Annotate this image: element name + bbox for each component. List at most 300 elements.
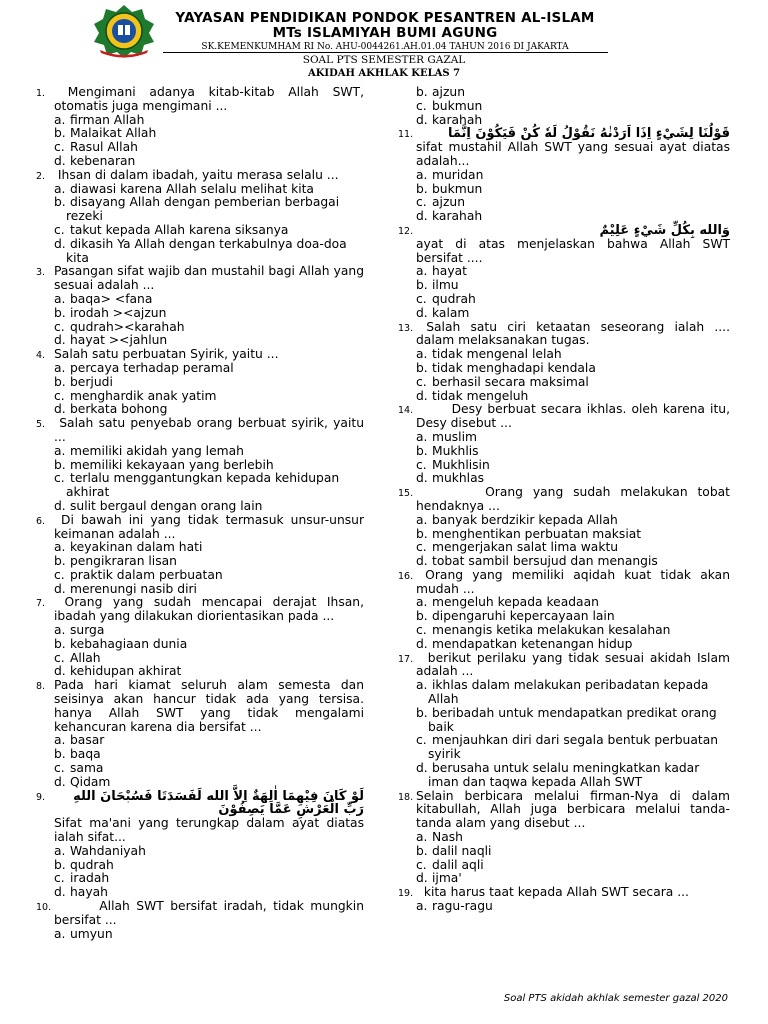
option-text: hayah [70,885,108,900]
question-text [36,416,368,445]
answer-option [54,127,364,141]
option-letter: a. [54,112,66,127]
answer-option [416,196,730,210]
answer-option [54,928,364,942]
option-letter: b. [54,126,66,141]
option-text: berkata bohong [70,402,168,417]
question-text [36,348,364,362]
answer-options [416,514,730,569]
registration-text: SK.KEMENKUMHAM RI No. AHU-0044261.AH.01.04 TAHUN 2016 DI JAKARTA [201,42,569,52]
option-text: berjudi [70,374,113,389]
option-letter: d. [416,471,428,486]
answer-options [416,265,730,320]
question-item [398,222,734,321]
answer-option [54,445,364,459]
question-item [398,402,734,486]
option-text: keyakinan dalam hati [70,540,203,555]
option-letter: b. [54,747,66,762]
option-letter: c. [54,650,65,665]
option-letter: d. [416,112,428,127]
answer-option [416,348,730,362]
answer-option [54,390,364,404]
exam-title: SOAL PTS SEMESTER GAZAL [302,54,466,66]
option-text: menangis ketika melakukan kesalahan [432,623,671,638]
question-item [36,85,368,169]
option-letter: a. [54,733,66,748]
option-letter: b. [416,278,428,293]
option-letter: b. [54,374,66,389]
option-text: ajzun [432,195,465,210]
question-text [398,402,734,431]
option-letter: a. [54,540,66,555]
option-letter: b. [416,360,428,375]
answer-option [416,831,730,845]
question-number: 8. [36,681,46,693]
answer-option [416,459,730,473]
question-item [36,899,368,941]
option-text: bukmun [432,98,483,113]
option-letter: c. [54,471,65,486]
option-text: muslim [432,429,477,444]
answer-options [54,624,364,679]
question-text [36,816,368,845]
option-text: memiliki akidah yang lemah [70,443,244,458]
school-logo [92,4,156,58]
option-text: pengikraran lisan [70,554,177,569]
option-letter: a. [416,167,428,182]
option-text: sulit bergaul dengan orang lain [70,498,263,513]
question-text [398,567,734,597]
option-text: tidak menghadapi kendala [432,360,596,375]
question-item [398,86,730,127]
question-number: 11. [398,129,414,141]
answer-option [416,514,730,528]
option-letter: c. [416,540,427,555]
option-text: Allah [70,650,101,665]
answer-option [54,293,364,307]
option-text: ijma' [432,871,462,886]
option-text: mengerjakan salat lima waktu [432,540,619,555]
option-letter: d. [416,209,428,224]
answer-option [54,652,364,666]
option-text: berusaha untuk selalu meningkatkan kadar iman dan taqwa kepada Allah SWT [428,761,700,789]
question-prompt: sifat mustahil Allah SWT yang sesuai ayat diatas adalah... [416,140,734,168]
option-letter: d. [54,498,66,513]
answer-option [54,141,364,155]
answer-option [416,845,730,859]
question-item [36,512,368,597]
school-name: MTs ISLAMIYAH BUMI AGUNG [272,25,498,41]
answer-option [416,307,730,321]
option-letter: c. [54,319,65,334]
answer-option [416,265,730,279]
answer-option [416,100,730,114]
option-text: takut kepada Allah karena siksanya [70,222,289,237]
answer-option [416,859,730,873]
option-letter: d. [416,554,428,569]
answer-options [54,845,364,900]
answer-options [416,831,730,886]
option-text: Mukhlisin [432,457,490,472]
answer-option [416,555,730,569]
answer-option [54,307,364,321]
option-text: menjauhkan diri dari segala bentuk perbuatan syirik [428,733,719,762]
question-prompt: Salah satu ciri ketaatan seseorang ialah .... dalam melaksanakan tugas. [416,319,738,348]
question-item [36,678,368,789]
option-letter: c. [54,140,65,155]
option-letter: a. [54,843,66,858]
option-text: sama [70,761,104,776]
left-column [36,85,368,941]
answer-option [416,638,730,652]
answer-options [416,348,730,403]
option-text: umyun [70,926,113,941]
option-text: kalam [432,305,470,320]
question-number: 1. [36,88,46,99]
option-letter: c. [416,374,427,389]
option-letter: a. [416,595,428,610]
question-item [36,264,368,348]
answer-option [416,596,730,610]
letterhead [0,0,768,82]
option-text: tobat sambil bersujud dan menangis [432,554,658,569]
answer-option [416,210,730,224]
option-letter: d. [54,774,66,789]
question-text [398,319,738,349]
answer-option [416,183,730,197]
question-verse [36,790,364,818]
option-text: qudrah [432,291,476,306]
question-item [398,485,734,569]
option-text: menghentikan perbuatan maksiat [432,526,642,541]
option-text: berhasil secara maksimal [432,374,589,389]
answer-option [416,610,730,624]
option-text: bukmun [432,181,483,196]
question-prompt: Salah satu perbuatan Syirik, yaitu ... [54,347,279,362]
answer-options [416,431,730,486]
answer-options [416,596,730,651]
option-letter: d. [54,664,66,679]
option-letter: c. [54,871,65,886]
arabic-verse: وَالله بِكُلِّ شَيْءٍ عَلِيْمٌ [599,222,730,238]
answer-options [54,928,364,942]
option-text: karahah [432,112,483,127]
question-item [36,416,368,514]
question-prompt: Sifat ma'ani yang terungkap dalam ayat diatas ialah sifat... [54,816,368,845]
answer-option [54,872,364,886]
option-letter: d. [416,305,428,320]
question-prompt: berikut perilaku yang tidak sesuai akidah Islam adalah ... [416,650,734,679]
answer-option [54,224,364,238]
question-number: 9. [36,791,46,803]
option-letter: c. [54,567,65,582]
question-prompt: Orang yang sudah mencapai derajat Ihsan, ibadah yang dilakukan diorientasikan pada ... [54,595,368,624]
option-letter: b. [54,636,66,651]
question-number: 4. [36,350,46,362]
answer-option [416,279,730,293]
question-item [36,169,364,266]
option-letter: c. [416,457,427,472]
answer-option [54,403,364,417]
option-text: dikasih Ya Allah dengan terkabulnya doa-doa kita [66,236,347,265]
option-text: tidak mengeluh [432,388,529,403]
question-number: 18. [398,791,414,803]
option-letter: b. [416,443,428,458]
answer-option [416,390,730,404]
question-text [36,169,364,183]
option-letter: b. [416,609,428,624]
option-letter: b. [54,457,66,472]
option-text: disayang Allah dengan pemberian berbagai rezeki [66,195,340,224]
question-prompt: Desy berbuat secara ikhlas. oleh karena itu, Desy disebut ... [416,402,734,431]
right-column [398,85,738,914]
option-text: ragu-ragu [432,899,493,914]
option-text: iradah [70,871,110,886]
option-text: qudrah><karahah [70,319,185,334]
option-letter: c. [54,761,65,776]
option-letter: d. [416,871,428,886]
option-letter: d. [416,636,428,651]
option-text: kebenaran [70,153,136,168]
question-number: 15. [398,488,414,500]
option-text: percaya terhadap peramal [70,360,234,375]
question-verse [398,127,730,141]
option-letter: c. [416,623,427,638]
question-prompt: kita harus taat kepada Allah SWT secara ... [416,885,689,900]
option-letter: c. [416,857,427,872]
question-item [398,886,730,914]
option-text: dipengaruhi kepercayaan lain [432,609,615,624]
answer-option [54,734,364,748]
option-text: irodah ><ajzun [70,305,167,320]
answer-option [416,541,730,555]
header-divider [163,52,608,53]
option-letter: a. [54,443,66,458]
answer-option [54,859,364,873]
answer-option [54,624,364,638]
question-item [36,348,364,417]
option-letter: a. [416,347,428,362]
option-letter: a. [54,623,66,638]
answer-options [54,114,364,169]
option-letter: d. [54,581,66,596]
answer-option [416,707,730,735]
arabic-verse: لَوْ كَانَ فِيْهِمَا اٰلِهَةٌ اِلاَّ الله لَفَسَدَتَا فَسُبْحَانَ اللهِ رَبِّ الْعَرْشِ عَمَّا يَصِفُوْنَ [73,788,364,818]
option-letter: a. [416,264,428,279]
question-number: 14. [398,405,414,417]
question-prompt: Orang yang sudah melakukan tobat hendaknya ... [416,485,734,513]
question-prompt: Orang yang memiliki aqidah kuat tidak akan mudah ... [416,567,734,596]
option-letter: a. [416,429,428,444]
question-text [398,140,734,169]
answer-option [54,665,364,679]
option-text: diawasi karena Allah selalu melihat kita [70,181,314,196]
option-letter: a. [54,291,66,306]
question-prompt: Allah SWT bersifat iradah, tidak mungkin bersifat ... [54,899,368,927]
option-text: tidak mengenal lelah [432,347,562,362]
option-text: mukhlas [432,471,485,486]
question-text [398,886,730,900]
option-text: Rasul Allah [70,140,138,155]
option-text: memiliki kekayaan yang berlebih [70,457,274,472]
option-letter: b. [416,705,428,720]
option-text: dalil naqli [432,843,492,858]
answer-options [416,900,730,914]
answer-option [54,845,364,859]
option-letter: a. [416,899,428,914]
answer-option [416,734,730,762]
option-letter: d. [54,333,66,348]
answer-option [54,362,364,376]
answer-option [54,183,364,197]
question-text [398,485,734,514]
answer-options [54,734,364,789]
question-text [36,264,368,293]
answer-option [54,776,364,790]
question-text [36,85,368,114]
option-text: ajzun [432,85,465,99]
question-item [36,788,368,900]
question-prompt: Mengimani adanya kitab-kitab Allah SWT, otomatis juga mengimani ... [54,85,368,113]
option-letter: d. [416,388,428,403]
answer-option [416,86,730,100]
question-item [398,319,738,404]
answer-option [54,321,364,335]
option-text: praktik dalam perbuatan [70,567,223,582]
option-letter: c. [416,291,427,306]
option-text: baqa> <fana [70,291,153,306]
option-letter: b. [54,195,66,210]
option-text: baqa [70,747,101,762]
answer-option [54,155,364,169]
option-letter: d. [54,402,66,417]
option-text: terlalu menggantungkan kepada kehidupan akhirat [66,471,340,500]
option-letter: d. [416,761,428,776]
answer-option [416,293,730,307]
option-letter: b. [416,843,428,858]
option-text: dalil aqli [432,857,484,872]
option-letter: c. [416,195,427,210]
answer-options [54,183,364,266]
answer-option [54,555,364,569]
answer-option [54,114,364,128]
option-letter: c. [416,733,427,748]
option-letter: b. [416,85,428,99]
answer-option [54,541,364,555]
option-text: Mukhlis [432,443,479,458]
question-verse [398,224,730,238]
answer-options [54,293,364,348]
option-letter: a. [54,360,66,375]
option-text: Malaikat Allah [70,126,157,141]
question-number: 16. [398,570,414,582]
option-letter: d. [54,236,66,251]
question-text [398,650,734,680]
option-letter: a. [416,830,428,845]
answer-option [416,362,730,376]
answer-option [54,472,364,500]
answer-option [54,500,364,514]
question-number: 2. [36,170,46,182]
option-text: merenungi nasib diri [70,581,197,596]
answer-options [416,169,730,224]
answer-options [416,86,730,127]
option-letter: b. [416,181,428,196]
question-prompt: Salah satu penyebab orang berbuat syirik, yaitu ... [54,416,368,444]
option-text: Wahdaniyah [70,843,146,858]
answer-option [416,624,730,638]
answer-option [416,679,730,707]
option-letter: b. [416,526,428,541]
answer-option [54,238,364,266]
answer-option [54,334,364,348]
option-text: firman Allah [70,112,145,127]
question-text [36,512,368,542]
question-text [398,236,734,266]
option-text: mengeluh kepada keadaan [432,595,599,610]
question-item [36,595,368,679]
answer-option [54,886,364,900]
question-number: 3. [36,267,46,279]
subject-title: AKIDAH AKHLAK KELAS 7 [307,68,461,79]
answer-option [416,900,730,914]
option-text: Nash [432,830,463,845]
answer-option [54,638,364,652]
option-letter: b. [54,305,66,320]
question-prompt: Di bawah ini yang tidak termasuk unsur-unsur keimanan adalah ... [54,512,368,541]
question-prompt: Pada hari kiamat seluruh alam semesta dan seisinya akan hancur tidak ada yang tersisa. hanya Allah SWT yang tidak mengalami kehancuran karena dia bersifat ... [54,678,368,734]
option-text: kebahagiaan dunia [70,636,188,651]
option-letter: c. [416,98,427,113]
option-letter: a. [416,512,428,527]
footer-note: Soal PTS akidah akhlak semester gazal 2020 [503,993,728,1004]
answer-options [54,362,364,417]
answer-option [416,376,730,390]
option-text: mendapatkan ketenangan hidup [432,636,633,651]
question-item [398,650,734,790]
option-letter: c. [54,222,65,237]
option-letter: c. [54,388,65,403]
question-prompt: ayat di atas menjelaskan bahwa Allah SWT bersifat .... [416,236,734,265]
answer-option [54,583,364,597]
option-text: banyak berdzikir kepada Allah [432,512,618,527]
answer-option [54,196,364,224]
question-number: 13. [398,322,414,334]
answer-option [416,445,730,459]
option-text: hayat ><jahlun [70,333,168,348]
answer-option [54,762,364,776]
option-letter: b. [54,554,66,569]
option-letter: d. [54,153,66,168]
answer-option [54,459,364,473]
option-text: menghardik anak yatim [70,388,217,403]
option-text: karahah [432,209,483,224]
answer-option [54,569,364,583]
question-item [398,126,734,224]
question-prompt: Ihsan di dalam ibadah, yaitu merasa selalu ... [54,167,339,182]
question-text [36,678,368,734]
option-text: qudrah [70,857,114,872]
question-number: 10. [36,902,52,914]
question-number: 6. [36,515,46,527]
answer-options [416,679,730,789]
option-text: Qidam [70,774,111,789]
answer-option [416,431,730,445]
option-text: surga [70,623,105,638]
option-text: kehidupan akhirat [70,664,182,679]
question-prompt: Selain berbicara melalui firman-Nya di dalam kitabullah, Allah juga berbicara melalui tanda-tanda alam yang disebut ... [416,788,734,831]
option-text: muridan [432,167,484,182]
